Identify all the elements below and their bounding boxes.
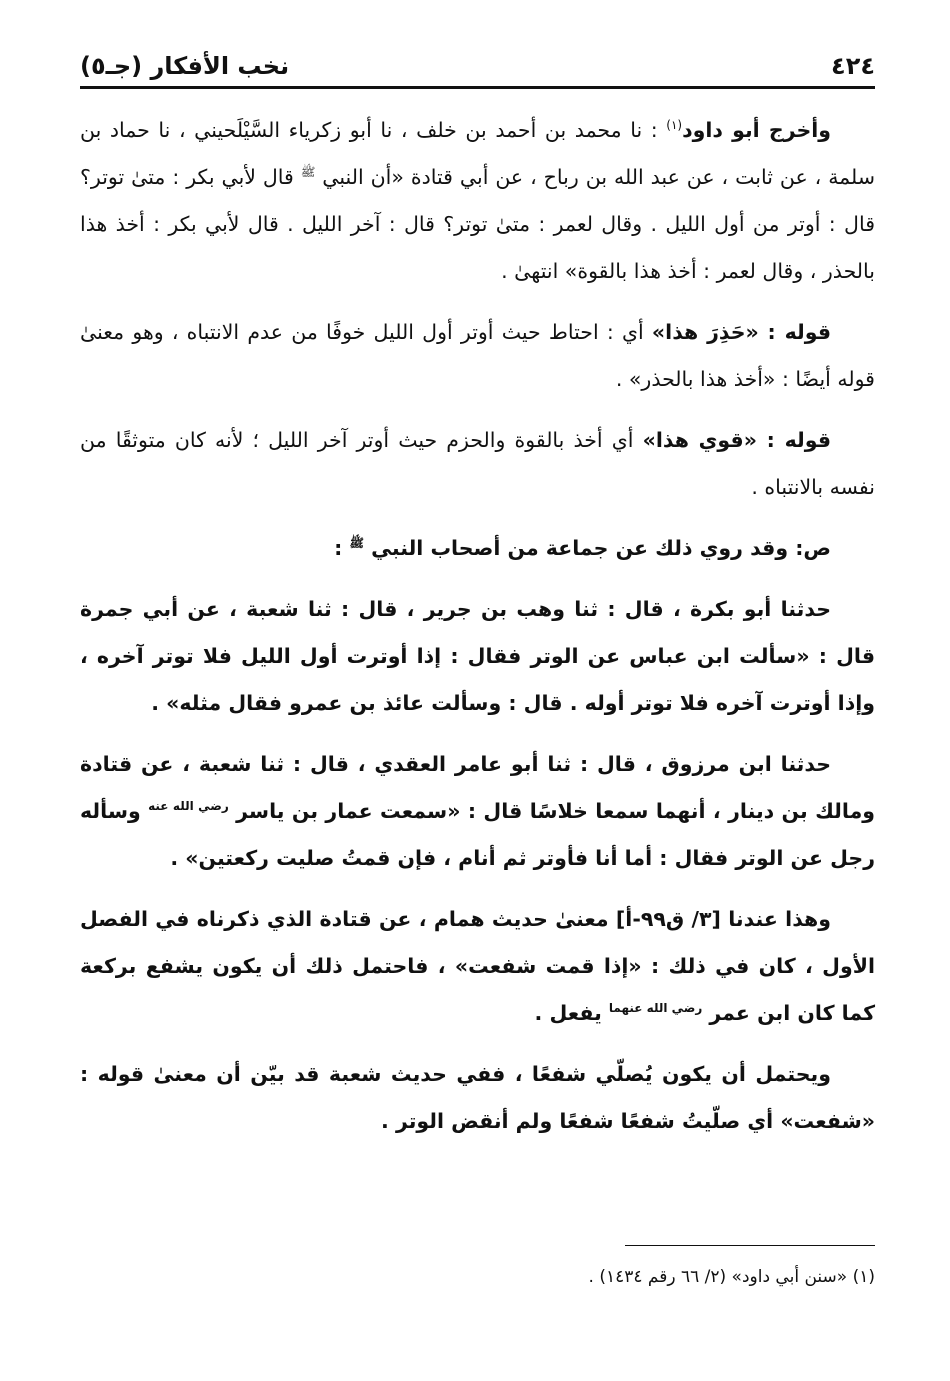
paragraph-abu-bakra: [80, 586, 875, 727]
paragraph-abu-dawud: [80, 107, 875, 295]
paragraph-lead: قوله : «قوي هذا»: [642, 428, 831, 452]
honorific-glyph: رضي الله عنهما: [608, 1001, 703, 1016]
paragraph-text: يفعل .: [534, 1001, 609, 1025]
paragraph-hadha-indana: [80, 896, 875, 1037]
paragraph-qawi: [80, 417, 875, 511]
paragraph-text: وسأله رجل عن الوتر فقال : أما أنا فأوتر ثم أنام ، فإن قمتُ صليت ركعتين» .: [80, 799, 875, 870]
main-text: [80, 107, 875, 1145]
paragraph-text: : نا محمد بن أحمد بن خلف ، نا أبو زكرياء السَّيْلَحيني ، نا حماد بن سلمة ، عن ثابت ، عن عبد الله بن رباح ، عن أبي قتادة «أن النبي: [80, 118, 875, 189]
paragraph-lead: وأخرج أبو داود: [682, 118, 831, 142]
paragraph-text: ويحتمل أن يكون يُصلّي شفعًا ، ففي حديث شعبة قد بيّن أن معنىٰ قوله : «شفعت» أي صلّيتُ شفعًا شفعًا ولم أنقض الوتر .: [80, 1062, 875, 1133]
paragraph-text: أي أخذ بالقوة والحزم حيث أوتر آخر الليل ؛ لأنه كان متوثقًا من نفسه بالانتباه .: [80, 428, 875, 499]
paragraph-ibn-marzuq: [80, 741, 875, 882]
paragraph-yahtamil: [80, 1051, 875, 1145]
header-rule: [80, 86, 875, 89]
paragraph-text: قال لأبي بكر : متىٰ توتر؟ قال : أوتر من أول الليل . وقال لعمر : متىٰ توتر؟ قال : آخر الليل . قال لأبي بكر : أخذ هذا بالحذر ، وقال لعمر : أخذ هذا بالقوة» انتهىٰ .: [80, 165, 875, 283]
paragraph-sad-heading: [80, 525, 875, 572]
footnote-reference: (١): [666, 118, 683, 133]
paragraph-text: حدثنا ابن مرزوق ، قال : ثنا أبو عامر العقدي ، قال : ثنا شعبة ، عن قتادة ومالك بن دينار ، أنهما سمعا خلاسًا قال : «سمعت عمار بن ياسر: [80, 752, 876, 823]
footnote: (١) «سنن أبي داود» (٢/ ٦٦ رقم ١٤٣٤) .: [588, 1267, 875, 1287]
paragraph-lead: قوله : «حَذِرَ هذا»: [651, 320, 831, 344]
paragraph-hadhir: [80, 309, 875, 403]
paragraph-text: :: [334, 536, 350, 560]
running-header: [80, 38, 875, 82]
paragraph-text: وهذا عندنا [٣/ ق٩٩-أ] معنىٰ حديث همام ، عن قتادة الذي ذكرناه في الفصل الأول ، كان في ذلك : «إذا قمت شفعت» ، فاحتمل ذلك أن يكون يشفع بركعة كما كان ابن عمر: [80, 907, 875, 1025]
paragraph-text: حدثنا أبو بكرة ، قال : ثنا وهب بن جرير ، قال : ثنا شعبة ، عن أبي جمرة قال : «سألت ابن عباس عن الوتر فقال : إذا أوترت أول الليل فلا توتر آخره ، وإذا أوترت آخره فلا توتر أوله . قال : وسألت عائذ بن عمرو فقال مثله» .: [80, 597, 875, 715]
paragraph-text: ص: وقد روي ذلك عن جماعة من أصحاب النبي: [363, 536, 831, 560]
honorific-glyph: ﷺ: [349, 536, 364, 551]
book-title: نخب الأفكار (جـ٥): [80, 52, 290, 80]
page: [80, 38, 876, 1287]
honorific-glyph: رضي الله عنه: [148, 799, 229, 814]
honorific-glyph: ﷺ: [300, 165, 316, 180]
footnote-rule: [625, 1245, 875, 1246]
paragraph-text: أي : احتاط حيث أوتر أول الليل خوفًا من عدم الانتباه ، وهو معنىٰ قوله أيضًا : «أخذ هذا بالحذر» .: [80, 320, 875, 391]
page-number: ٤٢٤: [831, 52, 875, 80]
